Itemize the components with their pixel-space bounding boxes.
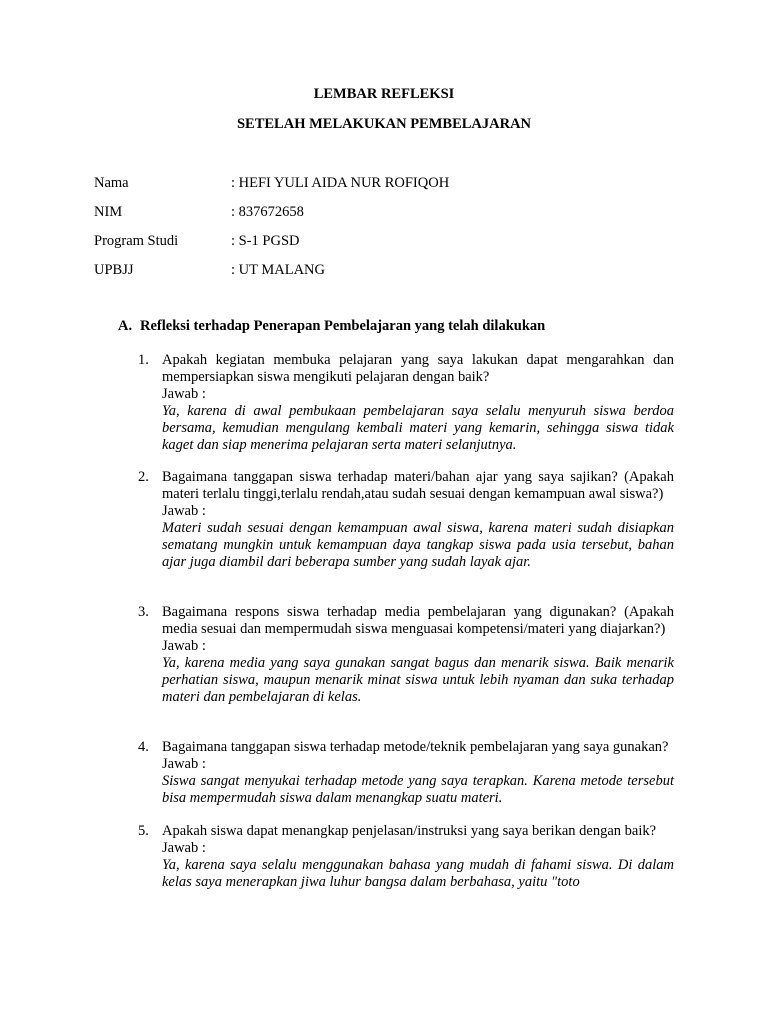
question-text: Bagaimana respons siswa terhadap media pembelajaran yang digunakan? (Apakah media sesuai dan mempermudah siswa menguasai kompetensi/materi yang diajarkan?): [162, 604, 674, 637]
answer-text: Ya, karena saya selalu menggunakan bahasa yang mudah di fahami siswa. Di dalam kelas saya menerapkan jiwa luhur bangsa dalam berbahasa, yaitu "toto: [162, 857, 674, 890]
identity-row-program-studi: [94, 233, 449, 262]
identity-value: : S-1 PGSD: [231, 233, 300, 249]
answer-text: Ya, karena di awal pembukaan pembelajaran saya selalu menyuruh siswa berdoa bersama, kemudian mengulang kembali materi yang kemarin, sehingga siswa tidak kaget dan siap menerima pelajaran serta materi selanjutnya.: [162, 403, 674, 453]
question-number: 1.: [138, 352, 149, 368]
answer-label: Jawab :: [162, 503, 206, 519]
question-text: Bagaimana tanggapan siswa terhadap materi/bahan ajar yang saya sajikan? (Apakah materi terlalu tinggi,terlalu rendah,atau sudah sesuai dengan kemampuan awal siswa?): [162, 469, 674, 502]
identity-value: : 837672658: [231, 204, 304, 220]
question-item-3: [138, 604, 674, 706]
section-title: Refleksi terhadap Penerapan Pembelajaran yang telah dilakukan: [140, 318, 546, 334]
question-number: 3.: [138, 604, 149, 620]
answer-text: Materi sudah sesuai dengan kemampuan awal siswa, karena materi sudah disiapkan sematang mungkin untuk kemampuan daya tangkap siswa pada usia tersebut, bahan ajar juga diambil dari beberapa sumber yang sudah layak ajar.: [162, 520, 674, 570]
answer-label: Jawab :: [162, 386, 206, 402]
question-item-4: [138, 739, 674, 807]
identity-value: : UT MALANG: [231, 262, 325, 278]
identity-label: Nama: [94, 175, 129, 191]
question-item-1: [138, 352, 674, 454]
question-item-5: [138, 823, 674, 891]
question-text: Bagaimana tanggapan siswa terhadap metode/teknik pembelajaran yang saya gunakan?: [162, 739, 669, 755]
identity-label: Program Studi: [94, 233, 179, 249]
section-letter: A.: [118, 318, 133, 334]
question-number: 5.: [138, 823, 149, 839]
question-text: Apakah siswa dapat menangkap penjelasan/instruksi yang saya berikan dengan baik?: [162, 823, 657, 839]
identity-row-nama: [94, 175, 449, 204]
section-heading: [118, 318, 545, 335]
identity-value: : HEFI YULI AIDA NUR ROFIQOH: [231, 175, 450, 191]
answer-text: Siswa sangat menyukai terhadap metode yang saya terapkan. Karena metode tersebut bisa mempermudah siswa dalam menangkap suatu materi.: [162, 773, 674, 806]
answer-label: Jawab :: [162, 638, 206, 654]
question-number: 4.: [138, 739, 149, 755]
identity-table: [94, 175, 449, 291]
document-subtitle: SETELAH MELAKUKAN PEMBELAJARAN: [236, 116, 532, 132]
answer-label: Jawab :: [162, 756, 206, 772]
identity-row-upbjj: [94, 262, 449, 291]
document-title: LEMBAR REFLEKSI: [313, 86, 455, 102]
answer-text: Ya, karena media yang saya gunakan sangat bagus dan menarik siswa. Baik menarik perhatian siswa, maupun menarik minat siswa untuk lebih nyaman dan suka terhadap materi dan pembelajaran di kelas.: [162, 655, 674, 705]
question-text: Apakah kegiatan membuka pelajaran yang saya lakukan dapat mengarahkan dan mempersiapkan siswa mengikuti pelajaran dengan baik?: [162, 352, 674, 385]
answer-label: Jawab :: [162, 840, 206, 856]
identity-row-nim: [94, 204, 449, 233]
question-number: 2.: [138, 469, 149, 485]
identity-label: UPBJJ: [94, 262, 134, 278]
question-item-2: [138, 469, 674, 571]
identity-label: NIM: [94, 204, 123, 220]
